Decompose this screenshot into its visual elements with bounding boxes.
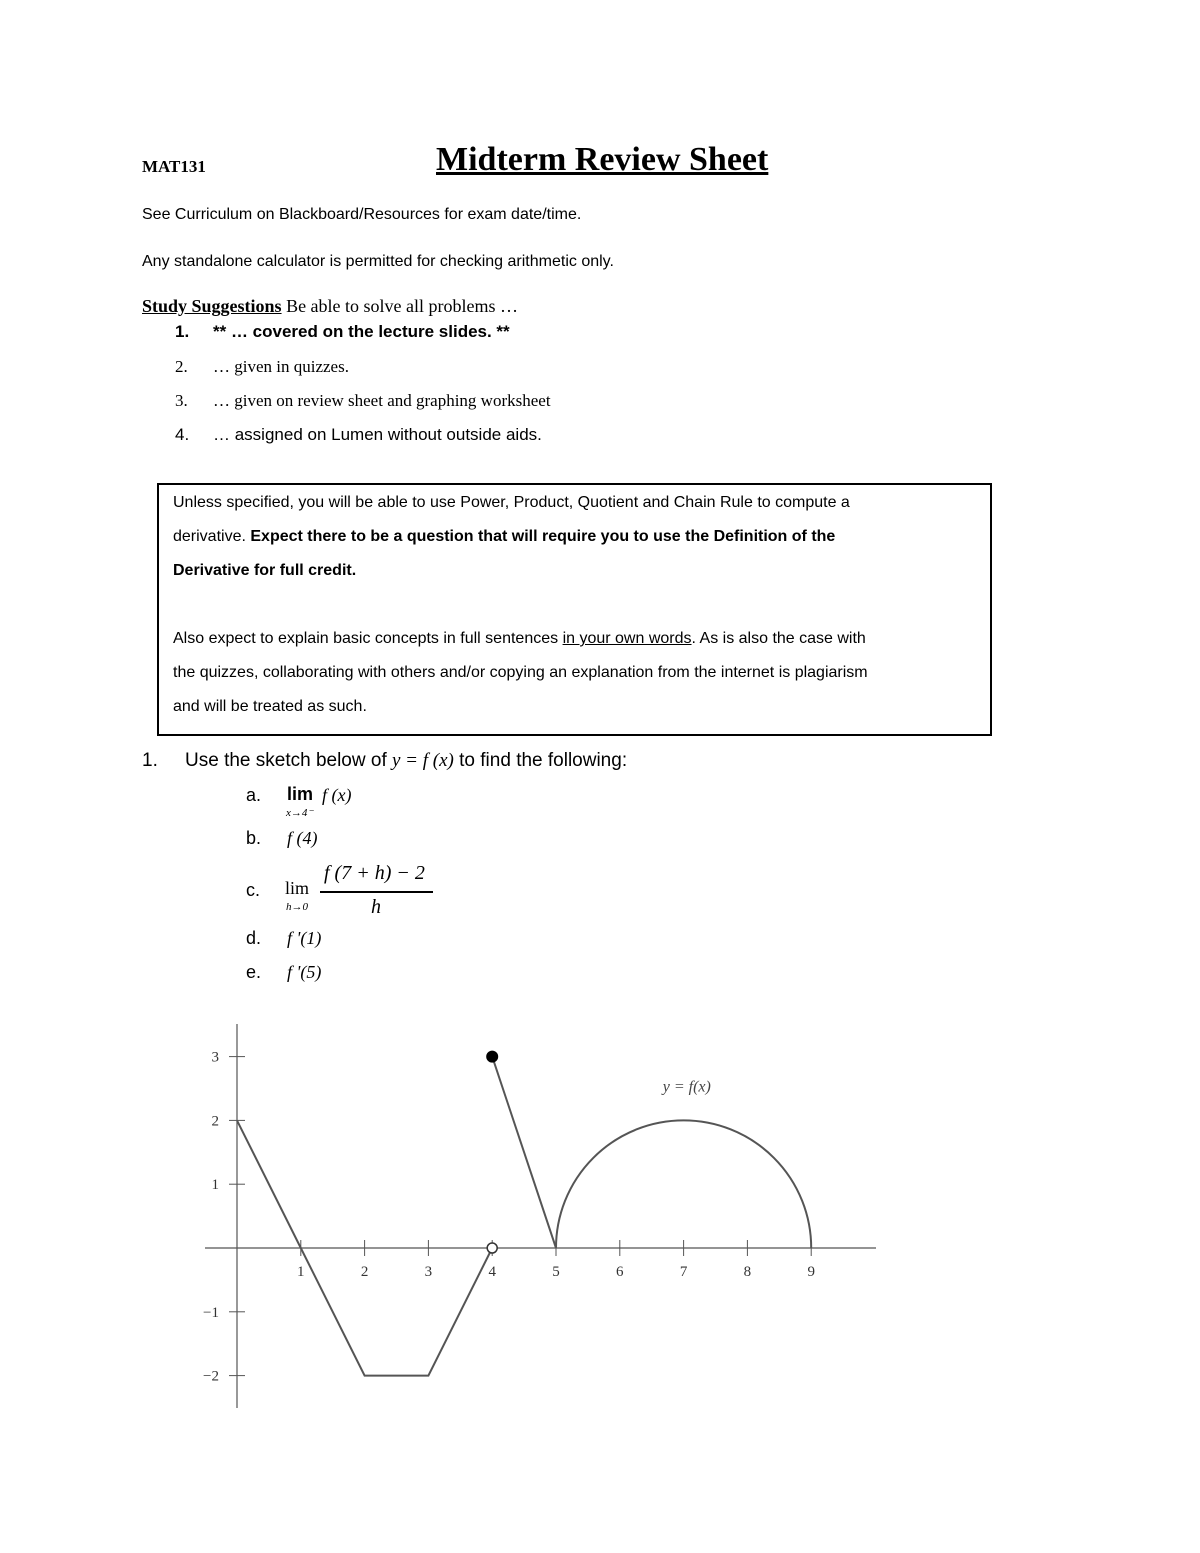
x-tick-label: 2 xyxy=(360,1264,369,1280)
x-tick-label: 9 xyxy=(807,1264,815,1280)
part-b-expression: f (4) xyxy=(287,828,318,848)
part-c-numerator: f (7 + h) − 2 xyxy=(324,862,425,884)
part-b-label: b. xyxy=(246,828,262,848)
part-a-expression: f (x) xyxy=(322,785,352,805)
list-item: 4. … assigned on Lumen without outside aids. xyxy=(175,425,542,444)
part-d-expression: f '(1) xyxy=(287,928,322,948)
graph-semicircle xyxy=(556,1120,811,1248)
exam-date-note: See Curriculum on Blackboard/Resources for exam date/time. xyxy=(142,206,582,223)
notice-line: Unless specified, you will be able to use Power, Product, Quotient and Chain Rule to compute a xyxy=(173,494,850,511)
open-point xyxy=(487,1243,497,1253)
notice-line: Derivative for full credit. xyxy=(173,562,357,579)
list-item: 1. ** … covered on the lecture slides. ** xyxy=(175,322,510,341)
part-c-limit-sub: h→0 xyxy=(286,901,308,913)
y-tick-label: 1 xyxy=(211,1177,219,1194)
x-tick-label: 5 xyxy=(552,1264,560,1280)
part-a-limit: lim xyxy=(287,784,314,804)
part-a-limit-sub: x→4⁻ xyxy=(286,807,314,819)
y-tick-label: 2 xyxy=(211,1113,219,1130)
y-tick-label: −1 xyxy=(203,1304,219,1321)
graph-annotation: y = f(x) xyxy=(662,1078,711,1096)
notice-line: Also expect to explain basic concepts in full sentences in your own words. As is also the case with xyxy=(173,630,866,647)
x-tick-label: 1 xyxy=(297,1264,305,1280)
y-tick-label: −2 xyxy=(203,1368,219,1385)
part-e-label: e. xyxy=(246,962,262,982)
course-code: MAT131 xyxy=(142,157,206,176)
list-item: 2. … given in quizzes. xyxy=(175,357,349,376)
calculator-note: Any standalone calculator is permitted for checking arithmetic only. xyxy=(142,253,614,270)
notice-line: derivative. Expect there to be a question that will require you to use the Definition of the xyxy=(173,528,836,545)
list-item: 3. … given on review sheet and graphing worksheet xyxy=(175,391,551,410)
x-tick-label: 6 xyxy=(616,1264,624,1280)
page-title: Midterm Review Sheet xyxy=(436,141,769,178)
part-a-label: a. xyxy=(246,785,262,805)
part-c-label: c. xyxy=(246,880,261,900)
study-text: Be able to solve all problems … xyxy=(281,296,519,316)
question-1: 1. Use the sketch below of y = f (x) to find the following: xyxy=(142,750,628,771)
part-c-denominator: h xyxy=(371,896,381,918)
y-tick-label: 3 xyxy=(211,1049,219,1066)
function-expression: y = f (x) xyxy=(392,750,454,771)
x-tick-label: 4 xyxy=(488,1264,496,1280)
x-tick-label: 8 xyxy=(743,1264,752,1280)
closed-point xyxy=(487,1051,498,1062)
study-label: Study Suggestions xyxy=(142,296,282,316)
question-number: 1. xyxy=(142,750,158,771)
x-tick-label: 3 xyxy=(424,1264,433,1280)
part-c-limit: lim xyxy=(285,878,310,898)
x-tick-label: 7 xyxy=(679,1264,688,1280)
notice-line: and will be treated as such. xyxy=(173,698,367,715)
part-e-expression: f '(5) xyxy=(287,962,322,982)
part-d-label: d. xyxy=(246,928,262,948)
graph-segment-2 xyxy=(492,1057,556,1248)
notice-line: the quizzes, collaborating with others and/or copying an explanation from the internet is plagiarism xyxy=(173,664,868,681)
